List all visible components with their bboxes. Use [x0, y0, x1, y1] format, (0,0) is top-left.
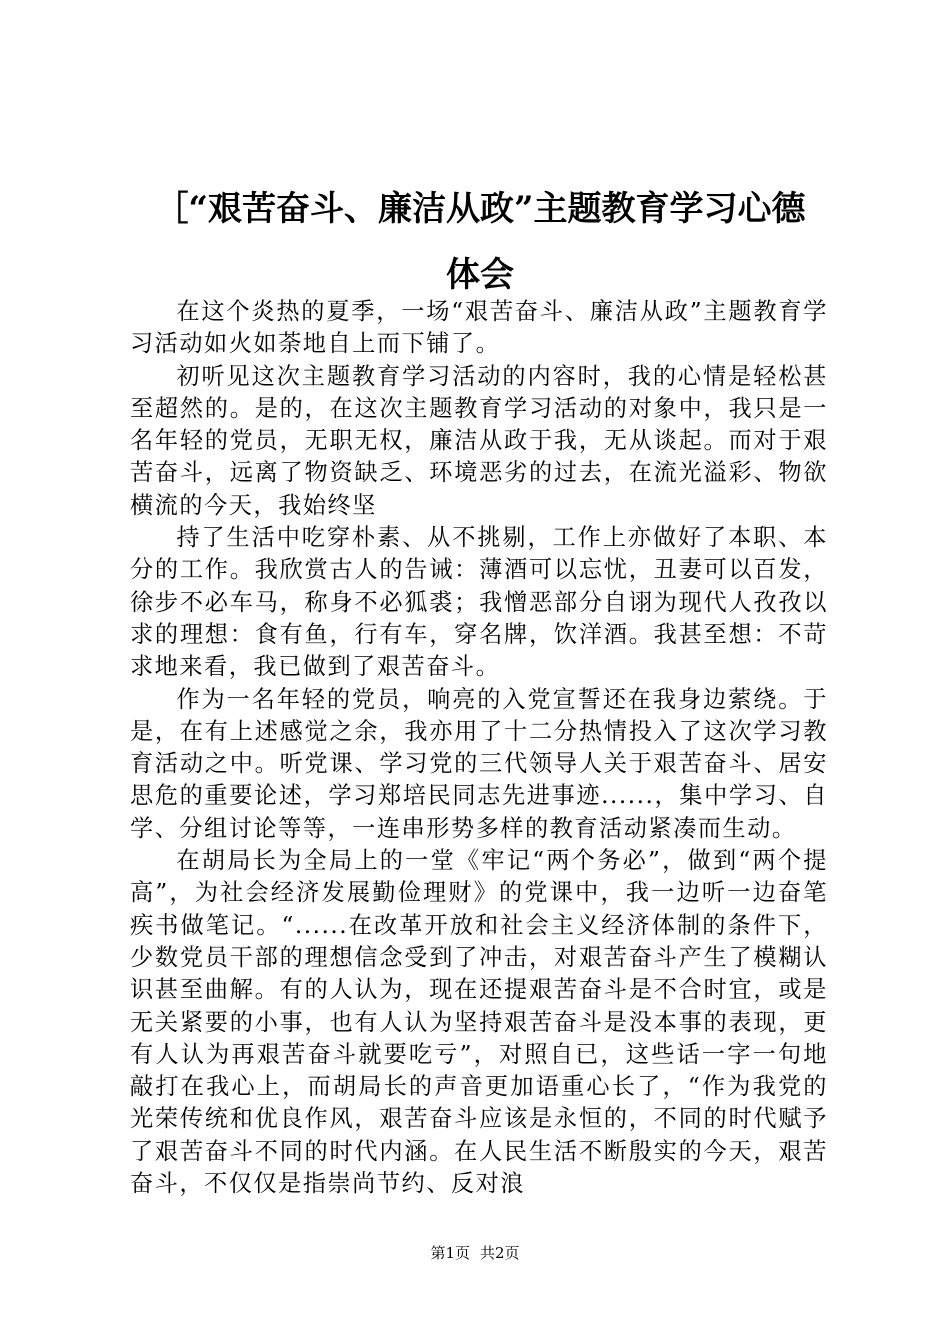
- title-line-1: ［“艰苦奋斗、廉洁从政”主题教育学习心德: [154, 189, 806, 229]
- paragraph-1: 在这个炎热的夏季，一场“艰苦奋斗、廉洁从政”主题教育学习活动如火如荼地自上而下铺了。: [130, 298, 828, 358]
- title-line-2: 体会: [446, 255, 514, 295]
- paragraph-4: 作为一名年轻的党员，响亮的入党宣誓还在我身边萦绕。于是，在有上述感觉之余，我亦用了十二分热情投入了这次学习教育活动之中。听党课、学习党的三代领导人关于艰苦奋斗、居安思危的重要论述，学习郑培民同志先进事迹......，集中学习、自学、分组讨论等等，一连串形势多样的教育活动紧凑而生动。: [130, 685, 828, 842]
- page-total: 共2页: [480, 1244, 520, 1262]
- document-body: [130, 296, 828, 1200]
- paragraph-5: 在胡局长为全局上的一堂《牢记“两个务必”，做到“两个提高”，为社会经济发展勤俭理财》的党课中，我一边听一边奋笔疾书做笔记。“......在改革开放和社会主义经济体制的条件下，少数党员干部的理想信念受到了冲击，对艰苦奋斗产生了模糊认识甚至曲解。有的人认为，现在还提艰苦奋斗是不合时宜，或是无关紧要的小事，也有人认为坚持艰苦奋斗是没本事的表现，更有人认为再艰苦奋斗就要吃亏”，对照自已，这些话一字一句地敲打在我心上，而胡局长的声音更加语重心长了，“作为我党的光荣传统和优良作风，艰苦奋斗应该是永恒的，不同的时代赋予了艰苦奋斗不同的时代内涵。在人民生活不断殷实的今天，艰苦奋斗，不仅仅是指崇尚节约、反对浪: [130, 847, 828, 1198]
- paragraph-3: 持了生活中吃穿朴素、从不挑剔，工作上亦做好了本职、本分的工作。我欣赏古人的告诫：薄酒可以忘忧，丑妻可以百发，徐步不必车马，称身不必狐裘；我憎恶部分自诩为现代人孜孜以求的理想：食有鱼，行有车，穿名牌，饮洋酒。我甚至想：不苛求地来看，我已做到了艰苦奋斗。: [130, 524, 828, 681]
- page-number: 第1页: [430, 1244, 470, 1262]
- paragraph-2: 初听见这次主题教育学习活动的内容时，我的心情是轻松甚至超然的。是的，在这次主题教育学习活动的对象中，我只是一名年轻的党员，无职无权，廉洁从政于我，无从谈起。而对于艰苦奋斗，远离了物资缺乏、环境恶劣的过去，在流光溢彩、物欲横流的今天，我始终坚: [130, 362, 828, 519]
- page-footer: [0, 1243, 950, 1263]
- document-title: [130, 176, 830, 308]
